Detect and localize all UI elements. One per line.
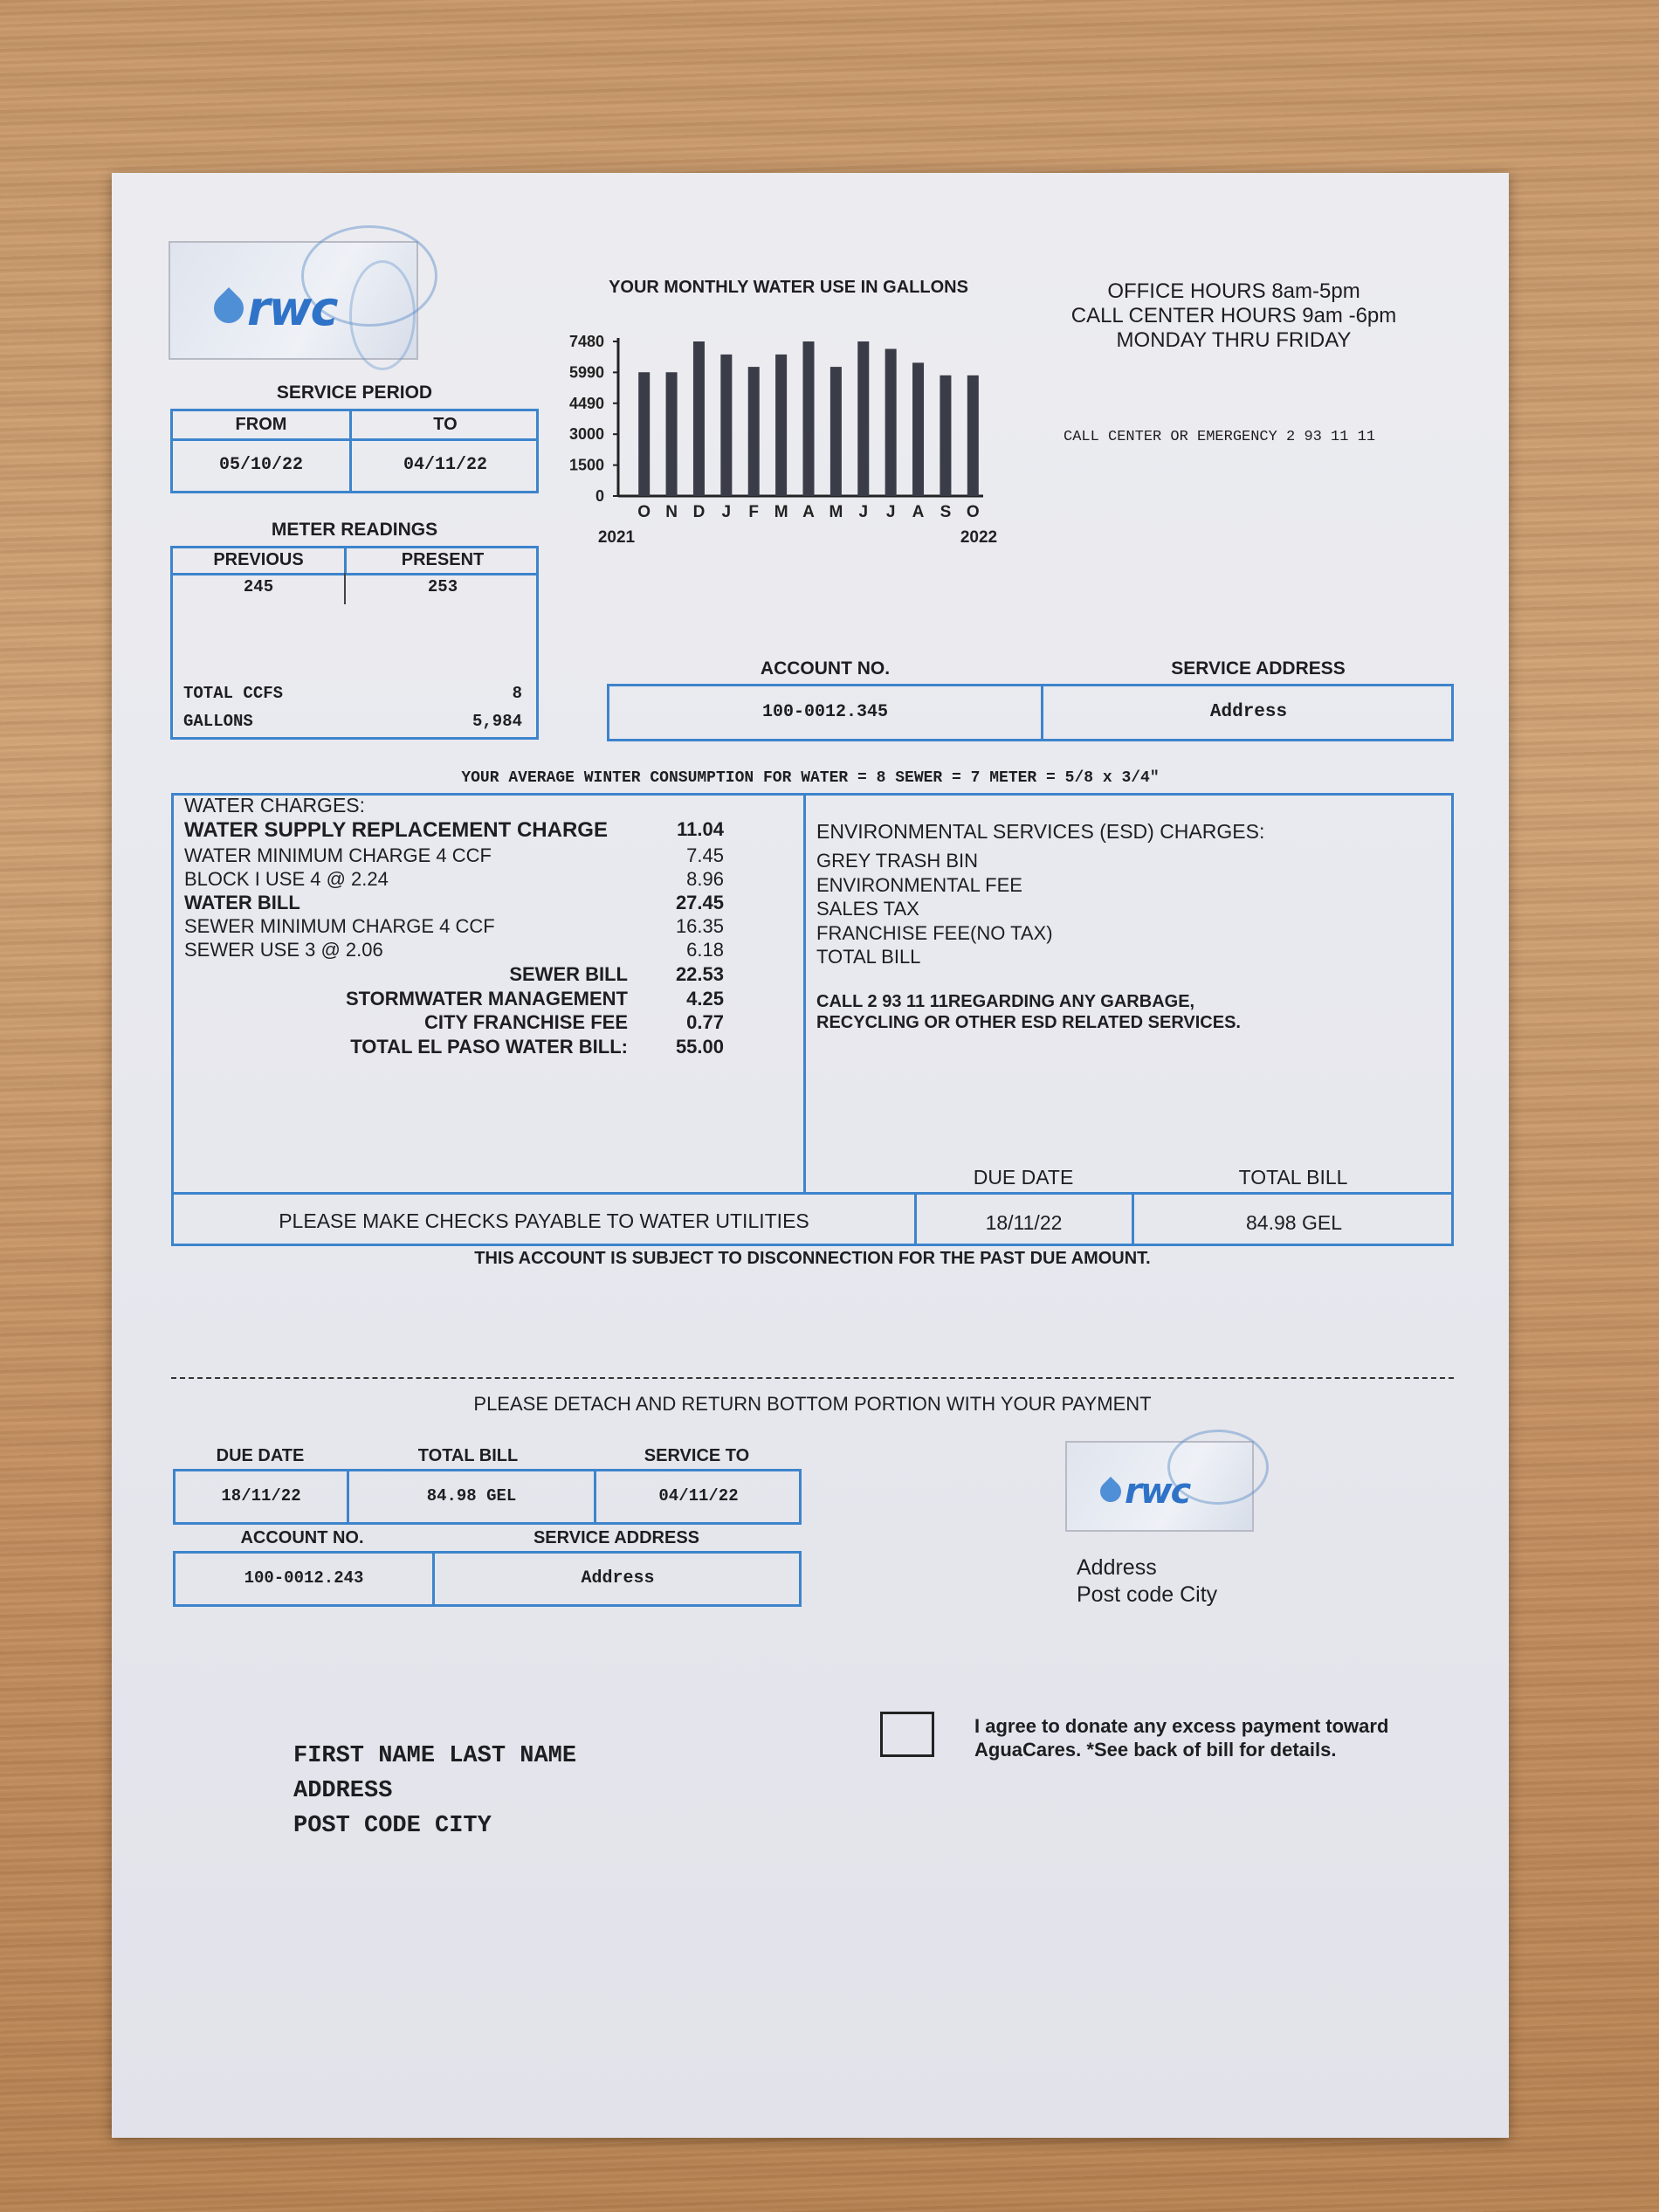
company-logo-stub (1065, 1441, 1254, 1532)
stub-account-number: 100-0012.243 (244, 1568, 364, 1588)
charges-box (171, 793, 1454, 1246)
customer-city: POST CODE CITY (293, 1813, 492, 1839)
stub-account-label: ACCOUNT NO. (240, 1528, 364, 1547)
avg-winter-consumption: YOUR AVERAGE WINTER CONSUMPTION FOR WATER = 8 SEWER = 7 METER = 5/8 x 3/4" (461, 769, 1160, 787)
esd-call-line1: CALL 2 93 11 11REGARDING ANY GARBAGE, (816, 992, 1195, 1011)
detach-instruction: PLEASE DETACH AND RETURN BOTTOM PORTION WITH YOUR PAYMENT (473, 1393, 1152, 1415)
bill-paper (112, 173, 1509, 2138)
chart-bar (666, 372, 678, 496)
chart-bar (912, 362, 924, 496)
water-charges-heading: WATER CHARGES: (184, 794, 366, 817)
water-total-amount: 22.53 (675, 963, 724, 985)
stub-account-box (173, 1551, 802, 1607)
service-address: Address (1209, 702, 1288, 722)
esd-item: FRANCHISE FEE(NO TAX) (816, 921, 1053, 944)
service-period-box (170, 409, 539, 493)
from-label: FROM (235, 415, 287, 434)
water-total-amount: 0.77 (686, 1011, 724, 1033)
water-drop-icon (208, 287, 250, 329)
esd-item: ENVIRONMENTAL FEE (816, 873, 1022, 896)
previous-label: PREVIOUS (213, 550, 304, 569)
present-label: PRESENT (401, 550, 485, 569)
present-reading: 253 (427, 577, 458, 596)
from-date: 05/10/22 (218, 455, 303, 475)
weekday-line: MONDAY THRU FRIDAY (1116, 328, 1352, 352)
stub-due-date: 18/11/22 (221, 1486, 301, 1506)
year-start-label: 2021 (597, 528, 636, 547)
remit-address-line1: Address (1077, 1555, 1157, 1580)
water-charge-amount: 11.04 (677, 818, 724, 840)
gallons-label: GALLONS (183, 712, 253, 731)
account-number: 100-0012.345 (761, 702, 889, 722)
esd-item: SALES TAX (816, 898, 919, 920)
emergency-phone: CALL CENTER OR EMERGENCY 2 93 11 11 (1064, 429, 1376, 445)
meter-readings-title: METER READINGS (271, 520, 438, 540)
water-charge-label: WATER SUPPLY REPLACEMENT CHARGE (184, 818, 608, 842)
x-tick-label: J (721, 503, 732, 521)
y-tick-label: 4490 (568, 394, 604, 412)
x-tick-label: S (940, 503, 952, 521)
stub-due-date-label: DUE DATE (216, 1446, 305, 1465)
account-no-label: ACCOUNT NO. (760, 658, 891, 679)
water-charge-amount: 16.35 (675, 915, 724, 937)
y-tick-label: 5990 (568, 363, 604, 382)
esd-item: GREY TRASH BIN (816, 850, 979, 872)
total-ccfs-label: TOTAL CCFS (183, 684, 284, 703)
meter-readings-box (170, 546, 539, 740)
donate-line1: I agree to donate any excess payment toward (974, 1715, 1389, 1737)
x-tick-label: M (774, 503, 788, 521)
remit-address-line2: Post code City (1077, 1582, 1218, 1607)
remit-address (1077, 1554, 1217, 1609)
y-tick-label: 0 (595, 487, 604, 505)
customer-name: FIRST NAME LAST NAME (293, 1743, 577, 1769)
x-tick-label: O (637, 503, 651, 521)
water-total-label: STORMWATER MANAGEMENT (345, 987, 628, 1010)
customer-address (293, 1739, 576, 1843)
to-label: TO (433, 415, 458, 434)
office-hours (1020, 279, 1448, 353)
stub-total-bill-label: TOTAL BILL (417, 1446, 519, 1465)
donate-line2: AguaCares. *See back of bill for details. (974, 1739, 1337, 1761)
water-charge-label: BLOCK I USE 4 @ 2.24 (184, 868, 389, 890)
chart-bar (720, 355, 732, 496)
checks-payable-text: PLEASE MAKE CHECKS PAYABLE TO WATER UTILITIES (279, 1209, 809, 1232)
water-total-label: SEWER BILL (509, 963, 628, 985)
water-charge-amount: 6.18 (686, 939, 724, 961)
water-total-amount: 4.25 (686, 987, 724, 1010)
stub-service-to: 04/11/22 (658, 1486, 739, 1506)
stub-service-to-label: SERVICE TO (644, 1446, 750, 1465)
water-charge-amount: 7.45 (686, 844, 724, 866)
x-tick-label: F (748, 503, 760, 521)
water-total-amount: 55.00 (675, 1035, 724, 1058)
to-date: 04/11/22 (403, 455, 487, 475)
chart-bar (803, 341, 815, 496)
y-tick-label: 1500 (568, 456, 604, 474)
chart-bar (857, 341, 869, 496)
total-ccfs-value: 8 (512, 684, 522, 703)
due-date-value: 18/11/22 (985, 1211, 1063, 1234)
water-charge-label: SEWER MINIMUM CHARGE 4 CCF (184, 915, 495, 937)
service-address-label: SERVICE ADDRESS (1171, 658, 1346, 679)
chart-title: YOUR MONTHLY WATER USE IN GALLONS (609, 278, 968, 297)
x-tick-label: O (966, 503, 980, 521)
water-charge-amount: 27.45 (675, 892, 724, 913)
customer-street: ADDRESS (293, 1778, 393, 1804)
chart-bar (693, 341, 705, 496)
chart-bar (638, 372, 650, 496)
stub-total-bill: 84.98 GEL (426, 1486, 517, 1506)
x-tick-label: J (858, 503, 869, 521)
chart-bar (967, 376, 979, 496)
water-charge-label: SEWER USE 3 @ 2.06 (184, 939, 383, 961)
water-charge-label: WATER MINIMUM CHARGE 4 CCF (184, 844, 492, 866)
chart-bar (830, 367, 842, 496)
due-date-label: DUE DATE (973, 1166, 1074, 1189)
office-hours-line: OFFICE HOURS 8am-5pm (1107, 279, 1360, 303)
water-charge-amount: 8.96 (686, 868, 724, 890)
esd-call-line2: RECYCLING OR OTHER ESD RELATED SERVICES. (816, 1013, 1241, 1032)
esd-item: TOTAL BILL (816, 946, 921, 968)
water-drop-icon (1096, 1477, 1126, 1506)
y-tick-label: 3000 (568, 425, 604, 444)
donate-text (974, 1714, 1388, 1761)
water-charge-label: WATER BILL (184, 892, 300, 913)
chart-bar (748, 367, 760, 496)
total-bill-label: TOTAL BILL (1238, 1166, 1348, 1189)
x-tick-label: M (829, 503, 843, 521)
x-tick-label: D (692, 503, 706, 521)
water-total-label: TOTAL EL PASO WATER BILL: (350, 1035, 628, 1058)
disconnection-notice: THIS ACCOUNT IS SUBJECT TO DISCONNECTION FOR THE PAST DUE AMOUNT. (474, 1249, 1151, 1268)
logo-text: rwc (247, 281, 337, 336)
y-tick-label: 7480 (568, 333, 604, 350)
logo-text: rwc (1125, 1471, 1190, 1512)
x-tick-label: A (912, 503, 925, 521)
x-tick-label: J (885, 503, 896, 521)
water-use-chart (566, 326, 1037, 553)
donate-checkbox[interactable] (880, 1712, 934, 1757)
stub-bill-box (173, 1469, 802, 1525)
x-tick-label: A (802, 503, 815, 521)
year-end-label: 2022 (960, 528, 998, 547)
detach-line (171, 1377, 1454, 1379)
x-tick-label: N (665, 503, 678, 521)
gallons-value: 5,984 (472, 712, 522, 731)
service-period-title: SERVICE PERIOD (276, 382, 433, 403)
call-center-hours-line: CALL CENTER HOURS 9am -6pm (1070, 304, 1397, 327)
water-total-label: CITY FRANCHISE FEE (423, 1011, 628, 1033)
chart-bar (775, 355, 787, 496)
account-box (607, 684, 1454, 741)
previous-reading: 245 (243, 577, 274, 596)
stub-service-address: Address (581, 1568, 655, 1588)
total-bill-value: 84.98 GEL (1246, 1211, 1342, 1234)
stub-address-label: SERVICE ADDRESS (533, 1528, 700, 1547)
esd-heading: ENVIRONMENTAL SERVICES (ESD) CHARGES: (816, 820, 1265, 843)
chart-bar (885, 349, 897, 496)
chart-bar (940, 376, 951, 496)
company-logo (169, 241, 418, 360)
